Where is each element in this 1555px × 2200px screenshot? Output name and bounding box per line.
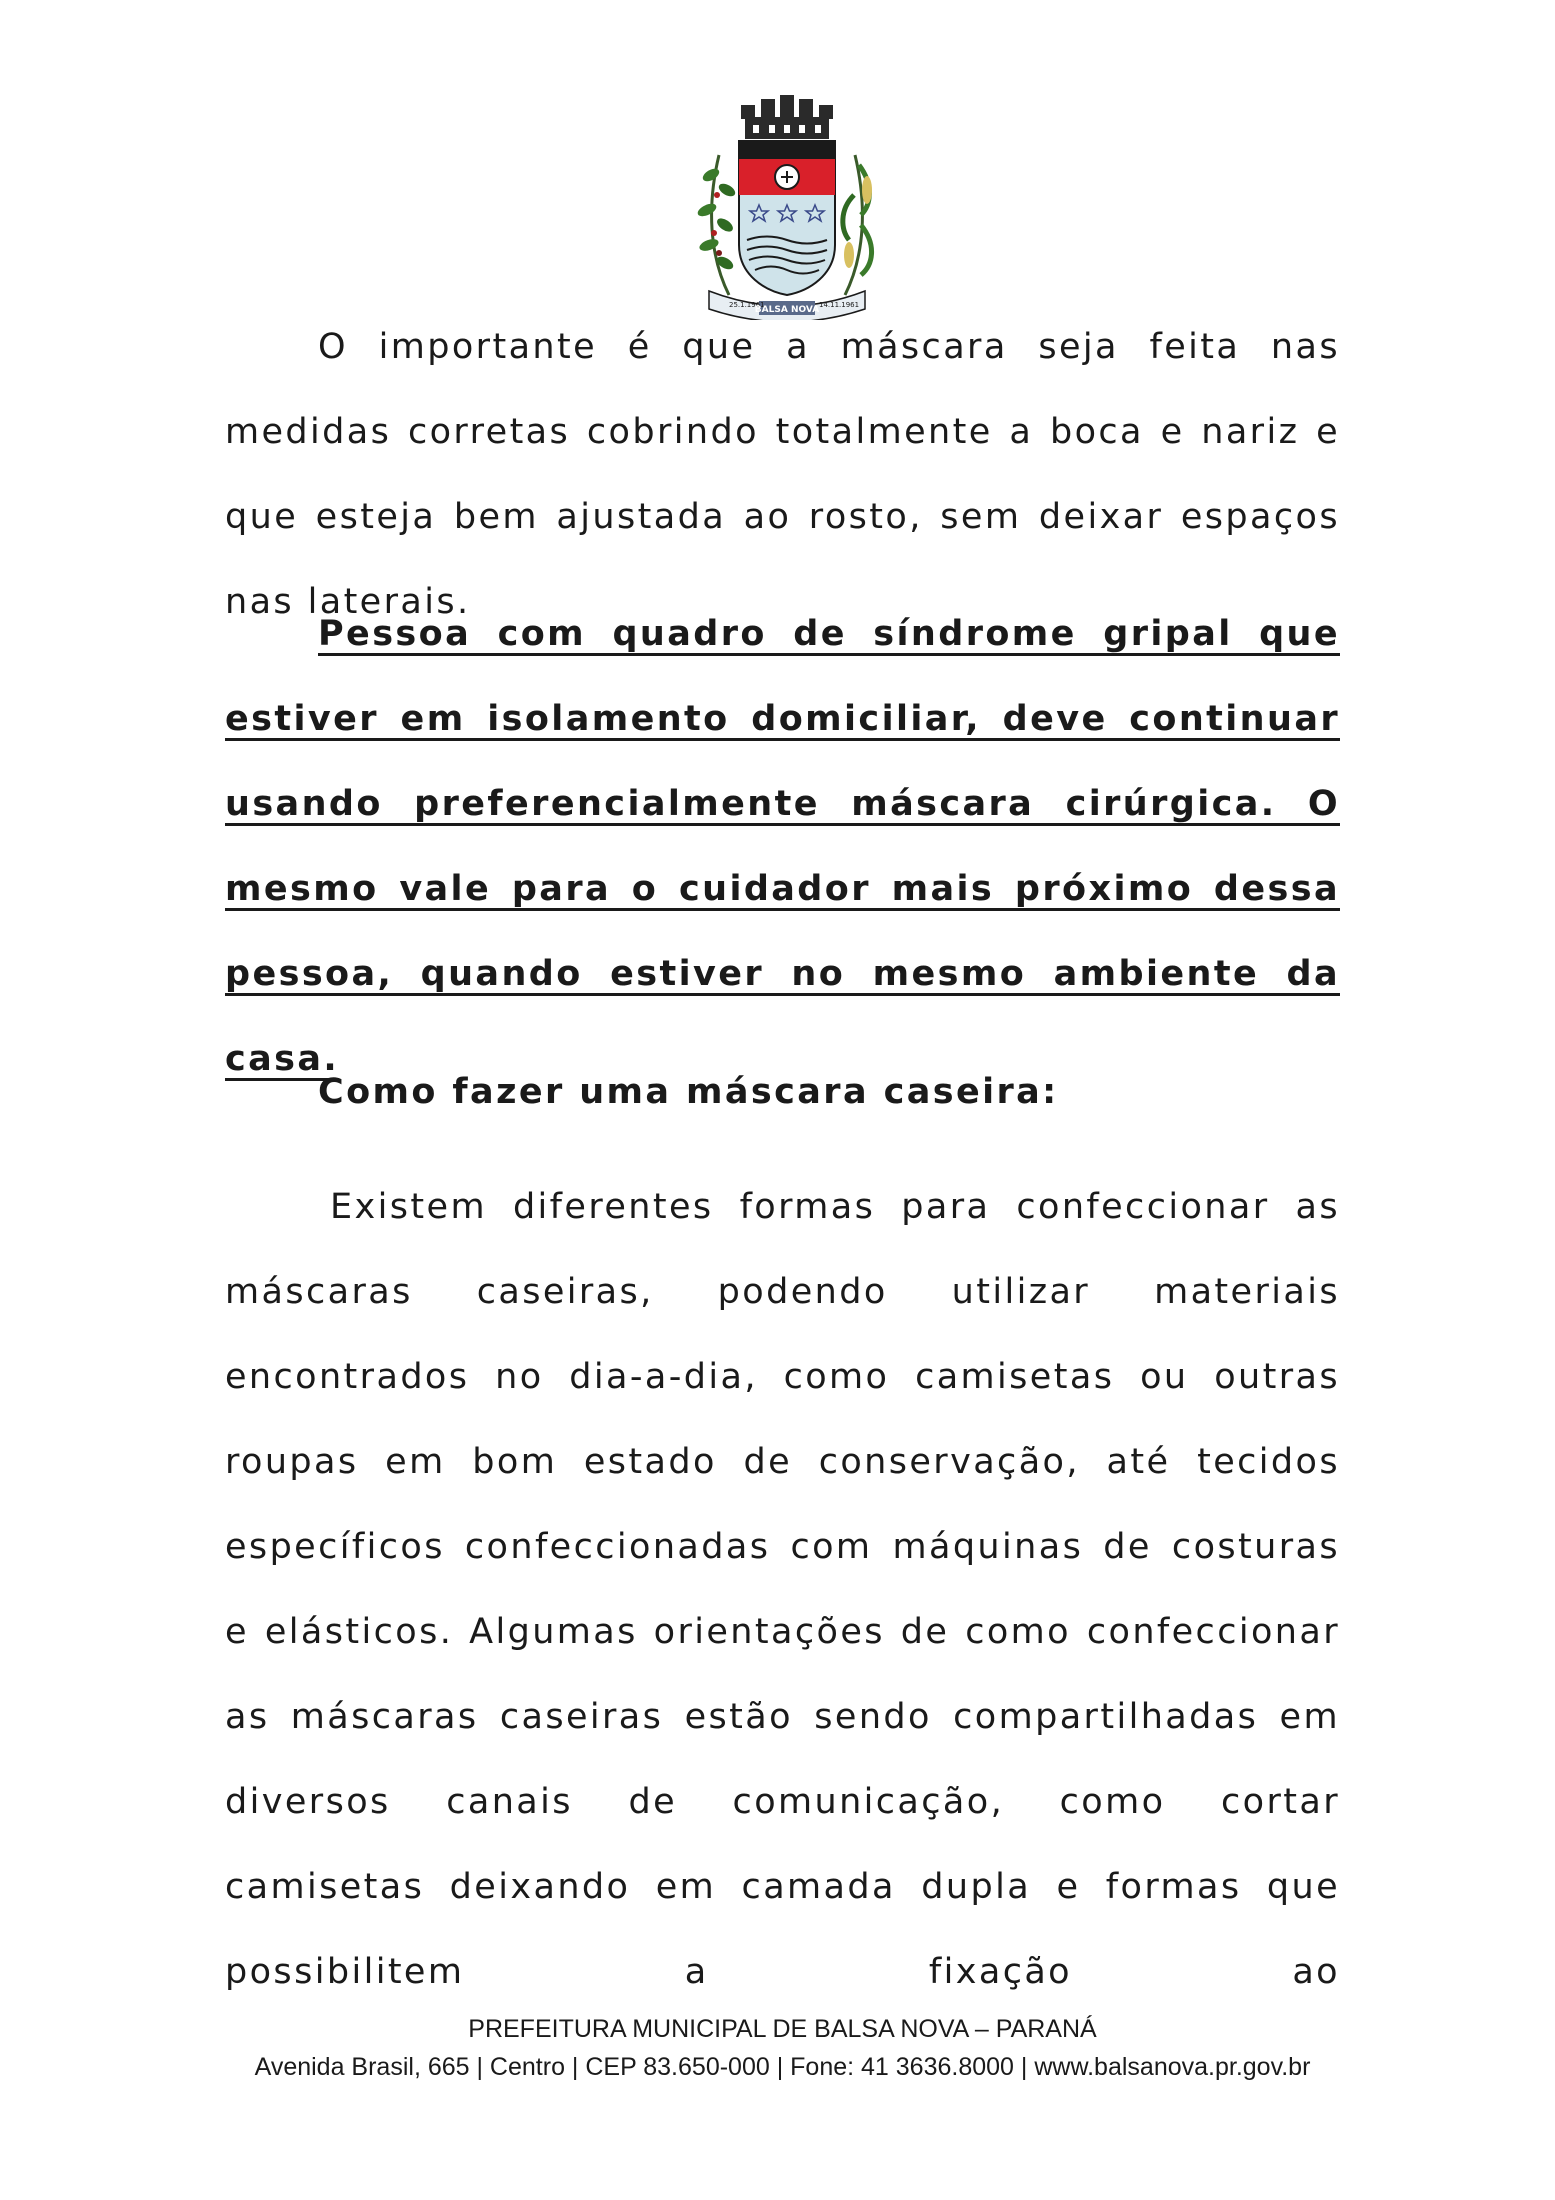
section-heading-text: Como fazer uma máscara caseira:: [318, 1072, 1059, 1112]
paragraph-isolation-notice-text: Pessoa com quadro de síndrome gripal que estiver em isolamento domiciliar, deve continuar usando preferencialmente máscara cirúrgica. O mesmo vale para o cuidador mais próximo dessa pessoa, quando estiver no mesmo ambiente da casa.: [225, 614, 1340, 1079]
paragraph-homemade-mask-text: Existem diferentes formas para confeccionar as máscaras caseiras, podendo utilizar materiais encontrados no dia-a-dia, como camisetas ou outras roupas em bom estado de conservação, até tecidos específicos confeccionadas com máquinas de costuras e elásticos. Algumas orientações de como confeccionar as máscaras caseiras estão sendo compartilhadas em diversos canais de comunicação, como cortar camisetas deixando em camada dupla e formas que possibilitem a fixação ao: [225, 1187, 1340, 1992]
page-footer: [225, 2010, 1340, 2086]
coffee-branch-left: [696, 155, 737, 295]
paragraph-isolation-notice: [225, 592, 1340, 1102]
paragraph-mask-fit-text: O importante é que a máscara seja feita nas medidas corretas cobrindo totalmente a boca e nariz e que esteja bem ajustada ao rosto, sem deixar espaços nas laterais.: [225, 327, 1340, 622]
mural-crown: [741, 95, 833, 139]
crest-banner-text: BALSA NOVA: [754, 305, 820, 315]
footer-institution: PREFEITURA MUNICIPAL DE BALSA NOVA – PARANÁ: [468, 2015, 1097, 2043]
crest-date-right: 14.11.1961: [819, 301, 860, 309]
corn-branch-right: [843, 155, 872, 295]
paragraph-homemade-mask: [225, 1165, 1340, 2015]
section-heading: [225, 1050, 1340, 1135]
footer-contact: Avenida Brasil, 665 | Centro | CEP 83.650-000 | Fone: 41 3636.8000 | www.balsanova.pr.gov.br: [254, 2053, 1311, 2081]
municipal-coat-of-arms: [689, 95, 885, 320]
crest-date-left: 25.1.1961: [729, 301, 765, 309]
shield: [739, 141, 835, 295]
